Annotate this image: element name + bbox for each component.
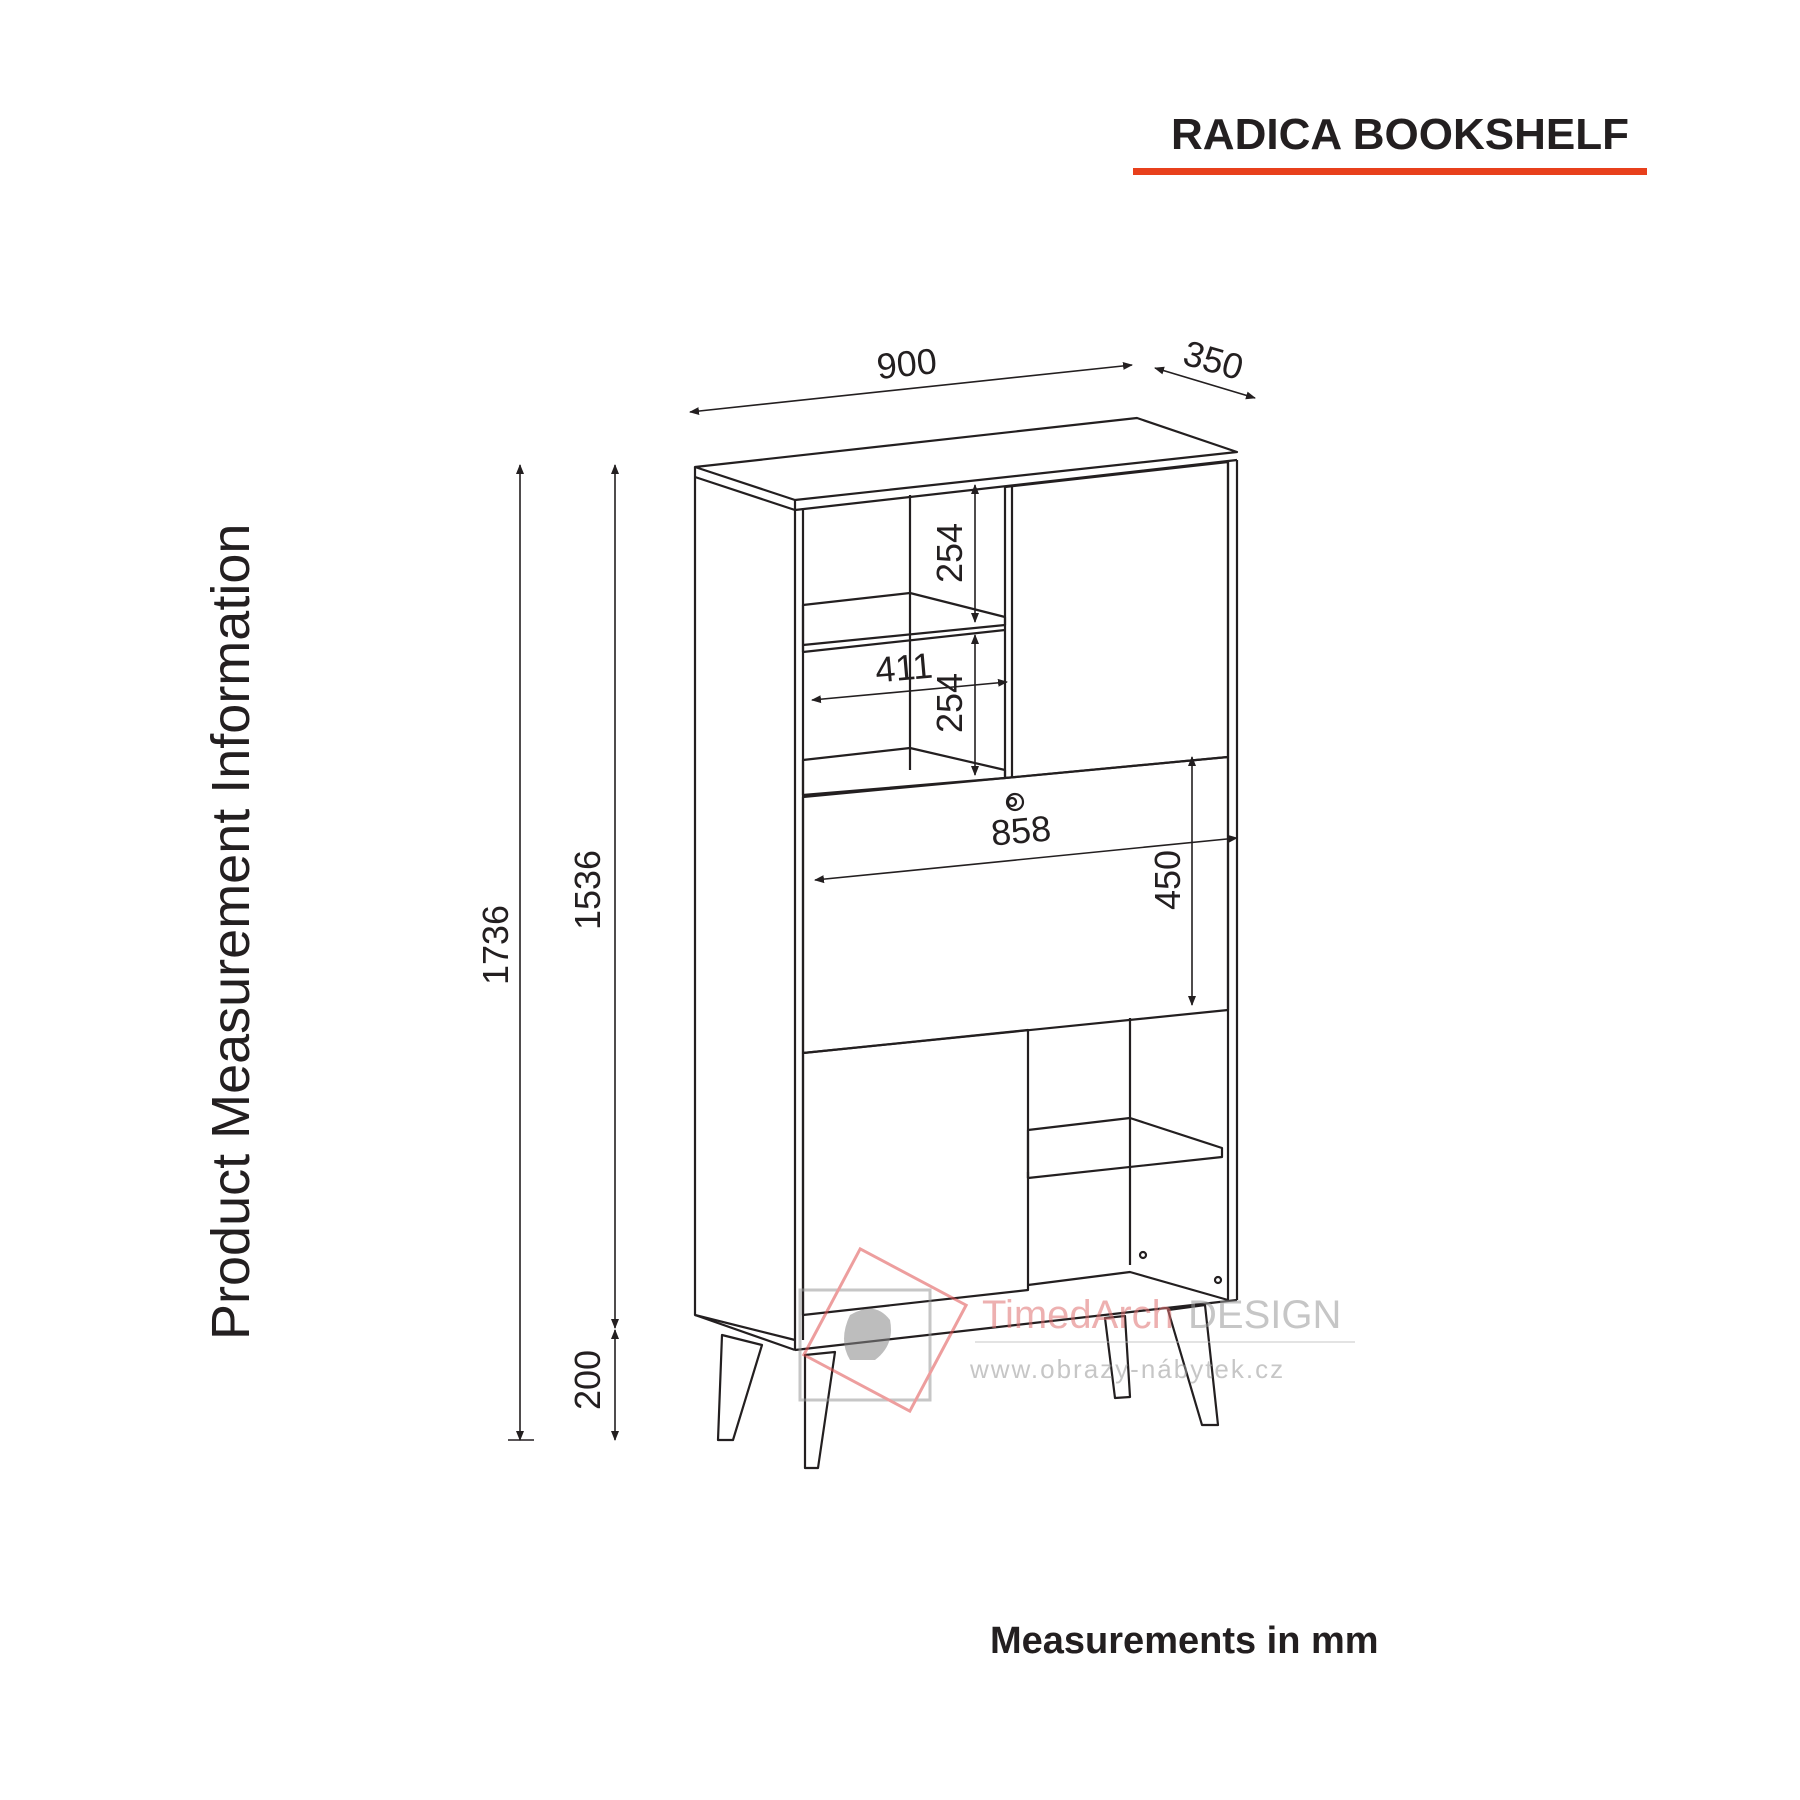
- dim-flap-height-label: 450: [1147, 849, 1188, 911]
- top-panel: [695, 418, 1237, 500]
- watermark-brand-part1: TimedArch: [982, 1293, 1174, 1337]
- product-title: RADICA BOOKSHELF: [1171, 110, 1629, 159]
- lower-shelf: [1028, 1118, 1222, 1178]
- chair-icon: [844, 1309, 891, 1360]
- left-side-panel: [695, 477, 795, 1350]
- dim-body-height-label: 1536: [567, 849, 608, 931]
- dim-total-height-label: 1736: [475, 904, 516, 986]
- dim-flap-width-label: 858: [989, 807, 1053, 854]
- shelf-pin-hole: [1140, 1252, 1146, 1258]
- units-note: Measurements in mm: [990, 1620, 1379, 1662]
- watermark-url: www.obrazy-nábytek.cz: [970, 1354, 1286, 1384]
- dim-width-label: 900: [874, 340, 939, 388]
- watermark: [800, 1249, 1355, 1411]
- watermark-brand-part2: DESIGN: [1188, 1293, 1342, 1337]
- dim-depth-label: 350: [1178, 331, 1248, 388]
- dim-upper-shelf-label: 254: [929, 522, 970, 584]
- upper-right-door: [1005, 462, 1228, 778]
- dim-lower-shelf-label: 254: [929, 672, 970, 734]
- shelf-pin-hole: [1215, 1277, 1221, 1283]
- dim-shelf-width-label: 411: [873, 644, 935, 691]
- side-label: Product Measurement Information: [201, 523, 261, 1340]
- lower-left-door: [803, 1030, 1028, 1315]
- dim-leg-height-label: 200: [567, 1349, 608, 1411]
- leg-front-left: [718, 1335, 762, 1440]
